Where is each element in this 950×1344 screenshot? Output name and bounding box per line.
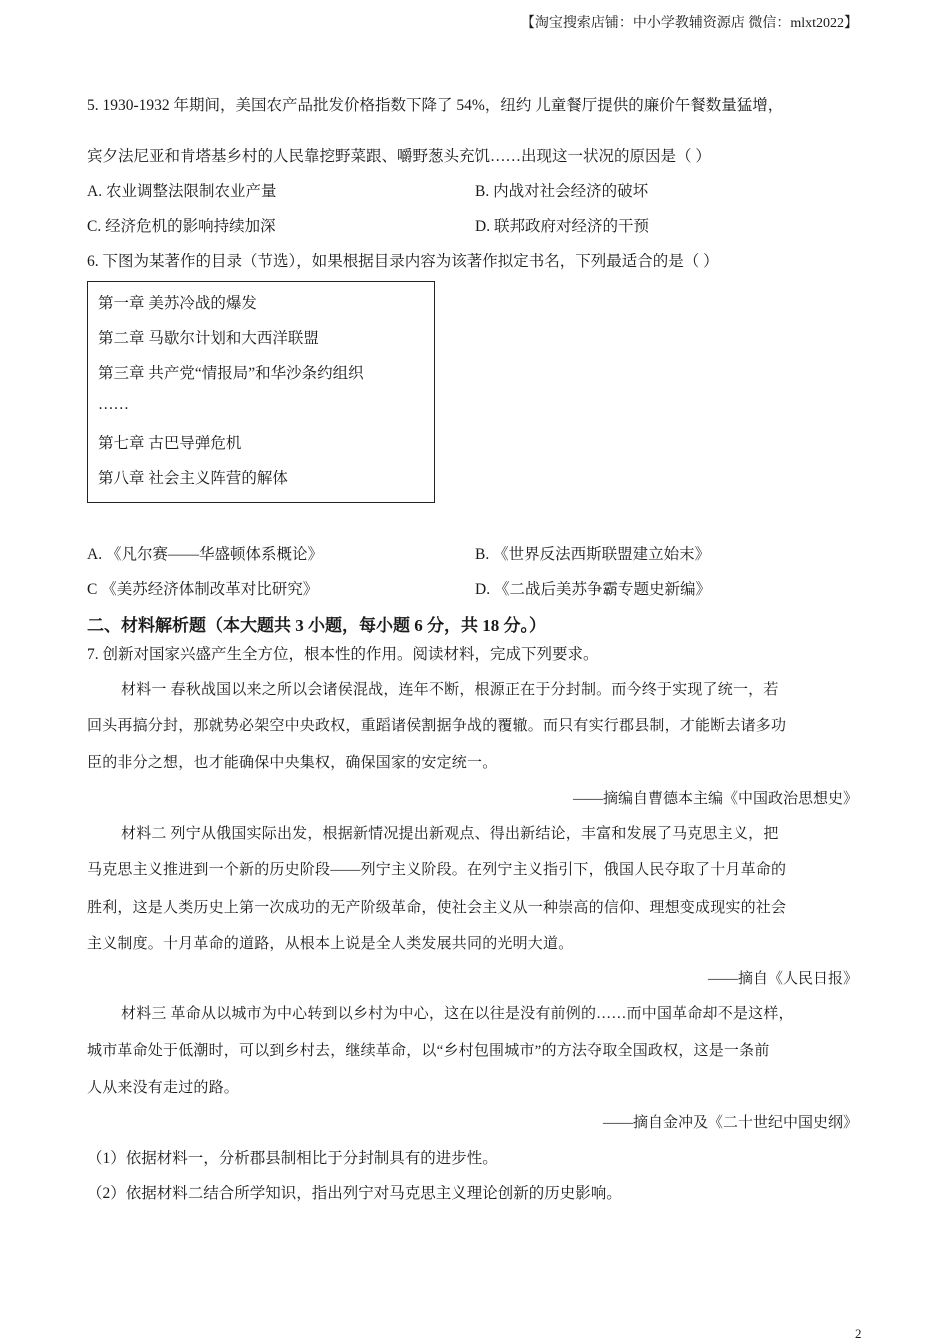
q7-stem: 7. 创新对国家兴盛产生全方位，根本性的作用。阅读材料，完成下列要求。	[87, 646, 599, 663]
material-2-line: 材料二 列宁从俄国实际出发，根据新情况提出新观点、得出新结论，丰富和发展了马克思主义，把	[121, 826, 779, 842]
q7-subquestion-2: （2）依据材料二结合所学知识，指出列宁对马克思主义理论创新的历史影响。	[87, 1185, 622, 1202]
toc-item: 第二章 马歇尔计划和大西洋联盟	[98, 330, 319, 347]
material-2-line: 马克思主义推进到一个新的历史阶段——列宁主义阶段。在列宁主义指引下，俄国人民夺取了十月革命的	[87, 862, 787, 878]
toc-item: ……	[98, 396, 129, 413]
q5-stem-line2: 宾夕法尼亚和肯塔基乡村的人民靠挖野菜跟、嚼野葱头充饥……出现这一状况的原因是（ ）	[87, 148, 711, 165]
material-2-line: 胜利，这是人类历史上第一次成功的无产阶级革命，使社会主义从一种崇高的信仰、理想变成现实的社会	[87, 900, 787, 916]
page-number: 2	[855, 1326, 862, 1341]
q5-option-b: B. 内战对社会经济的破坏	[475, 183, 649, 200]
q7-subquestion-1: （1）依据材料一，分析郡县制相比于分封制具有的进步性。	[87, 1150, 498, 1167]
material-1-source: ——摘编自曹德本主编《中国政治思想史》	[572, 791, 858, 807]
q5-option-c: C. 经济危机的影响持续加深	[87, 218, 276, 235]
toc-item: 第三章 共产党“情报局”和华沙条约组织	[98, 365, 364, 382]
q6-option-a: A. 《凡尔赛——华盛顿体系概论》	[87, 546, 323, 563]
section-title: 二、材料解析题（本大题共 3 小题，每小题 6 分，共 18 分。）	[87, 616, 546, 635]
header-shop-info: 【淘宝搜索店铺：中小学教辅资源店 微信：mlxt2022】	[520, 16, 858, 31]
toc-item: 第七章 古巴导弹危机	[98, 435, 242, 452]
q6-option-c: C 《美苏经济体制改革对比研究》	[87, 581, 319, 598]
q5-option-d: D. 联邦政府对经济的干预	[475, 218, 649, 235]
material-1-line: 回头再搞分封，那就势必架空中央政权，重蹈诸侯割据争战的覆辙。而只有实行郡县制，才能断去诸多功	[87, 718, 787, 734]
q6-stem: 6. 下图为某著作的目录（节选），如果根据目录内容为该著作拟定书名，下列最适合的是（ ）	[87, 253, 719, 270]
material-2-source: ——摘自《人民日报》	[707, 971, 858, 987]
q6-option-d: D. 《二战后美苏争霸专题史新编》	[475, 581, 711, 598]
q5-stem-line1: 5. 1930-1932 年期间，美国农产品批发价格指数下降了 54%，纽约 儿童餐厅提供的廉价午餐数量猛增，	[87, 97, 784, 114]
material-3-source: ——摘自金冲及《二十世纪中国史纲》	[602, 1115, 858, 1131]
material-1-line: 臣的非分之想，也才能确保中央集权，确保国家的安定统一。	[87, 755, 498, 771]
material-3-line: 城市革命处于低潮时，可以到乡村去，继续革命，以“乡村包围城市”的方法夺取全国政权，这是一条前	[87, 1043, 770, 1059]
toc-item: 第八章 社会主义阵营的解体	[98, 470, 288, 487]
material-2-line: 主义制度。十月革命的道路，从根本上说是全人类发展共同的光明大道。	[87, 936, 574, 952]
toc-item: 第一章 美苏冷战的爆发	[98, 295, 257, 312]
material-3-line: 人从来没有走过的路。	[87, 1080, 240, 1096]
material-3-line: 材料三 革命从以城市为中心转到以乡村为中心，这在以往是没有前例的……而中国革命却不是这样，	[121, 1006, 794, 1022]
q6-table-of-contents	[87, 281, 435, 503]
q5-option-a: A. 农业调整法限制农业产量	[87, 183, 277, 200]
material-1-line: 材料一 春秋战国以来之所以会诸侯混战，连年不断，根源正在于分封制。而今终于实现了统一，若	[121, 682, 779, 698]
q6-option-b: B. 《世界反法西斯联盟建立始末》	[475, 546, 711, 563]
